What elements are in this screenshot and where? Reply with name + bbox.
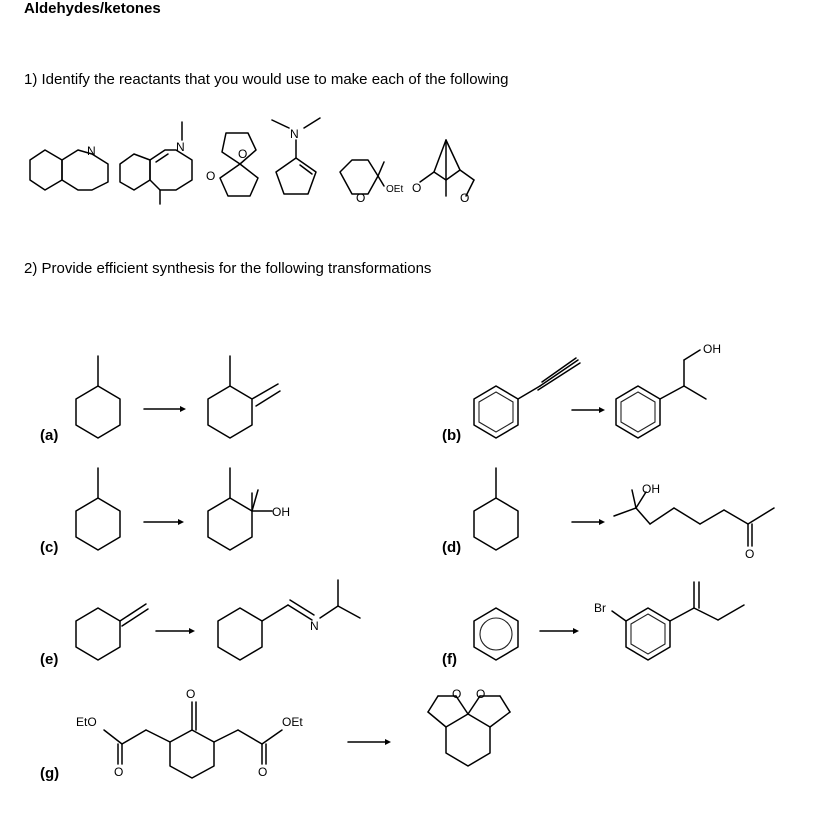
- question-1: 1) Identify the reactants that you would use to make each of the following: [24, 71, 509, 88]
- a-product: [208, 356, 280, 438]
- f-br: Br: [594, 601, 606, 615]
- a-start-methylcyclohexane: [76, 356, 120, 438]
- d-o: O: [745, 547, 755, 561]
- d-product: [614, 482, 774, 561]
- q1-ether-o: O: [356, 191, 366, 205]
- f-start-benzene: [474, 608, 518, 660]
- q1-acetal-o2: O: [460, 191, 470, 205]
- f-product: [594, 582, 744, 660]
- e-start-methylenecyclohexane: [76, 604, 148, 660]
- q1-dma-n: N: [290, 127, 299, 141]
- label-a: (a): [40, 427, 59, 444]
- g-oet: OEt: [282, 715, 303, 729]
- g-product-bis-spiroketal: [428, 687, 510, 766]
- g-o-top: O: [186, 687, 196, 701]
- q1-ketal-o1: O: [238, 147, 248, 161]
- q1-oxane-ether: [340, 160, 403, 205]
- c-oh: OH: [272, 505, 290, 519]
- q1-ketal-o2: O: [206, 169, 216, 183]
- label-b: (b): [442, 427, 462, 444]
- q1-n-label: N: [87, 144, 96, 158]
- q1-enamine-decalin: [30, 144, 108, 190]
- g-prod-o1: O: [452, 687, 462, 701]
- e-n: N: [310, 619, 319, 633]
- label-c: (c): [40, 539, 59, 556]
- q1-dimethylamino-cyclopentene: [272, 118, 320, 194]
- q1-oet: OEt: [386, 184, 404, 195]
- label-d: (d): [442, 539, 462, 556]
- d-start-methylcyclohexane: [474, 468, 518, 550]
- c-product: [208, 468, 290, 550]
- b-start-phenylpropyne: [474, 358, 580, 438]
- label-g: (g): [40, 765, 60, 782]
- q1-acetal-o1: O: [412, 181, 422, 195]
- label-f: (f): [442, 651, 457, 668]
- q1-spiroketal: [206, 133, 258, 196]
- g-o-right: O: [258, 765, 268, 779]
- q1-n2-label: N: [176, 140, 185, 154]
- label-e: (e): [40, 651, 59, 668]
- q1-bicyclic-acetal: [412, 140, 474, 205]
- q1-enamine-n-methyl: [120, 122, 192, 204]
- g-o-left: O: [114, 765, 124, 779]
- c-start-methylcyclohexane: [76, 468, 120, 550]
- g-start-diester: [76, 687, 303, 779]
- question-2: 2) Provide efficient synthesis for the following transformations: [24, 260, 432, 277]
- e-product-imine: [218, 580, 360, 660]
- b-product: [616, 342, 721, 438]
- b-oh: OH: [703, 342, 721, 356]
- g-prod-o2: O: [476, 687, 486, 701]
- d-oh: OH: [642, 482, 660, 496]
- g-eto: EtO: [76, 715, 97, 729]
- page-title: Aldehydes/ketones: [24, 0, 161, 17]
